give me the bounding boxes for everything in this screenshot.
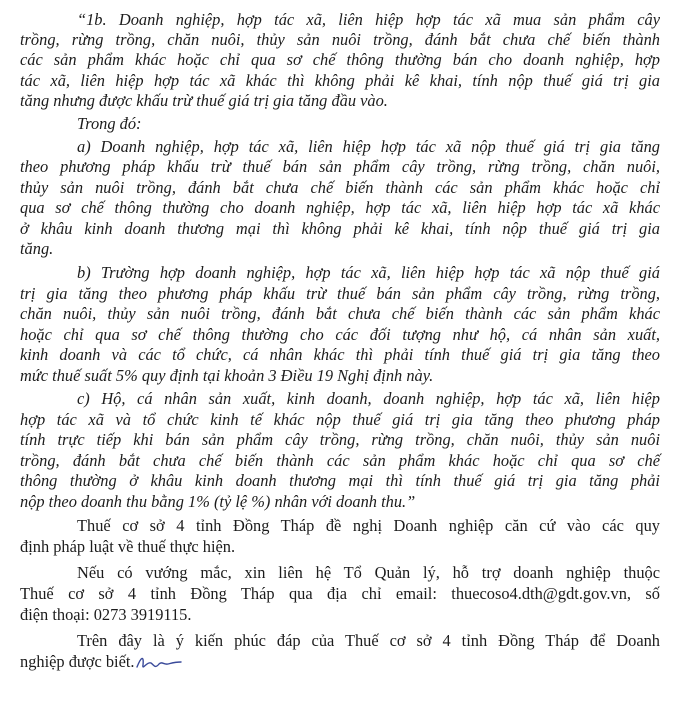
quote-line: chăn nuôi, thủy sản nuôi trồng, đánh bắt chưa chế biến thành các sản phẩm khác [20, 304, 660, 323]
quote-line: ở khâu kinh doanh thương mại thì không phải kê khai, tính nộp thuế giá trị gia [20, 219, 660, 238]
body-line: định pháp luật về thuế thực hiện. [20, 537, 236, 556]
quote-line: thông thường ở khâu kinh doanh thương mại thì tính thuế giá trị gia tăng phải [20, 471, 660, 490]
quote-line: các sản phẩm khác hoặc chỉ qua sơ chế thông thường bán cho doanh nghiệp, hợp [20, 50, 660, 69]
handwritten-initials-mark [135, 653, 183, 673]
body-line: Thuế cơ sở 4 tỉnh Đồng Tháp qua địa chỉ email: thuecoso4.dth@gdt.gov.vn, số [20, 584, 660, 603]
quote-line: trồng, đánh bắt chưa chế biến thành các sản phẩm khác hoặc chỉ qua sơ chế [20, 451, 660, 470]
quote-line: tăng. [20, 239, 54, 258]
quote-line: nộp theo doanh thu bằng 1% (tỷ lệ %) nhân với doanh thu.” [20, 492, 416, 511]
body-line: Trên đây là ý kiến phúc đáp của Thuế cơ sở 4 tỉnh Đồng Tháp để Doanh [77, 631, 660, 650]
quote-line: hợp tác xã và tổ chức kinh tế khác nộp thuế giá trị gia tăng theo phương pháp [20, 410, 660, 429]
body-line: điện thoại: 0273 3919115. [20, 605, 192, 624]
quote-line: hoặc chỉ qua sơ chế thông thường cho các đối tượng như hộ, cá nhân sản xuất, [20, 325, 660, 344]
quote-line: tính trực tiếp khi bán sản phẩm cây trồng, rừng trồng, chăn nuôi, thủy sản nuôi [20, 430, 660, 449]
quote-line: tác xã, liên hiệp hợp tác xã khác thì không phải kê khai, tính nộp thuế giá trị gia [20, 71, 660, 90]
body-line-text: nghiệp được biết. [20, 652, 135, 671]
quote-line: a) Doanh nghiệp, hợp tác xã, liên hiệp hợp tác xã nộp thuế giá trị gia tăng [77, 137, 660, 156]
quote-line: Trong đó: [77, 114, 142, 133]
quote-line: c) Hộ, cá nhân sản xuất, kinh doanh, doanh nghiệp, hợp tác xã, liên hiệp [77, 389, 660, 408]
quote-line: thủy sản nuôi trồng, đánh bắt chưa chế biến thành các sản phẩm khác hoặc chỉ [20, 178, 660, 197]
quote-line: kinh doanh và các tổ chức, cá nhân khác thì phải tính thuế giá trị gia tăng theo [20, 345, 660, 364]
quote-line: trị gia tăng theo phương pháp khấu trừ thuế bán sản phẩm cây trồng, rừng trồng, [20, 284, 660, 303]
quote-line: qua sơ chế thông thường cho doanh nghiệp, hợp tác xã, liên hiệp hợp tác xã khác [20, 198, 660, 217]
quote-line: theo phương pháp khấu trừ thuế bán sản phẩm cây trồng, rừng trồng, chăn nuôi, [20, 157, 660, 176]
quote-line: tăng nhưng được khấu trừ thuế giá trị gia tăng đầu vào. [20, 91, 388, 110]
body-line-with-initials [20, 652, 660, 673]
quote-line: trồng, rừng trồng, chăn nuôi, thủy sản nuôi trồng, đánh bắt chưa chế biến thành [20, 30, 660, 49]
quote-line: “1b. Doanh nghiệp, hợp tác xã, liên hiệp hợp tác xã mua sản phẩm cây [77, 10, 660, 29]
body-line: Nếu có vướng mắc, xin liên hệ Tổ Quản lý, hỗ trợ doanh nghiệp thuộc [77, 563, 660, 582]
quote-line: b) Trường hợp doanh nghiệp, hợp tác xã, liên hiệp hợp tác xã nộp thuế giá [77, 263, 660, 282]
body-line: Thuế cơ sở 4 tỉnh Đồng Tháp đề nghị Doanh nghiệp căn cứ vào các quy [77, 516, 660, 535]
quote-line: mức thuế suất 5% quy định tại khoản 3 Điều 19 Nghị định này. [20, 366, 434, 385]
